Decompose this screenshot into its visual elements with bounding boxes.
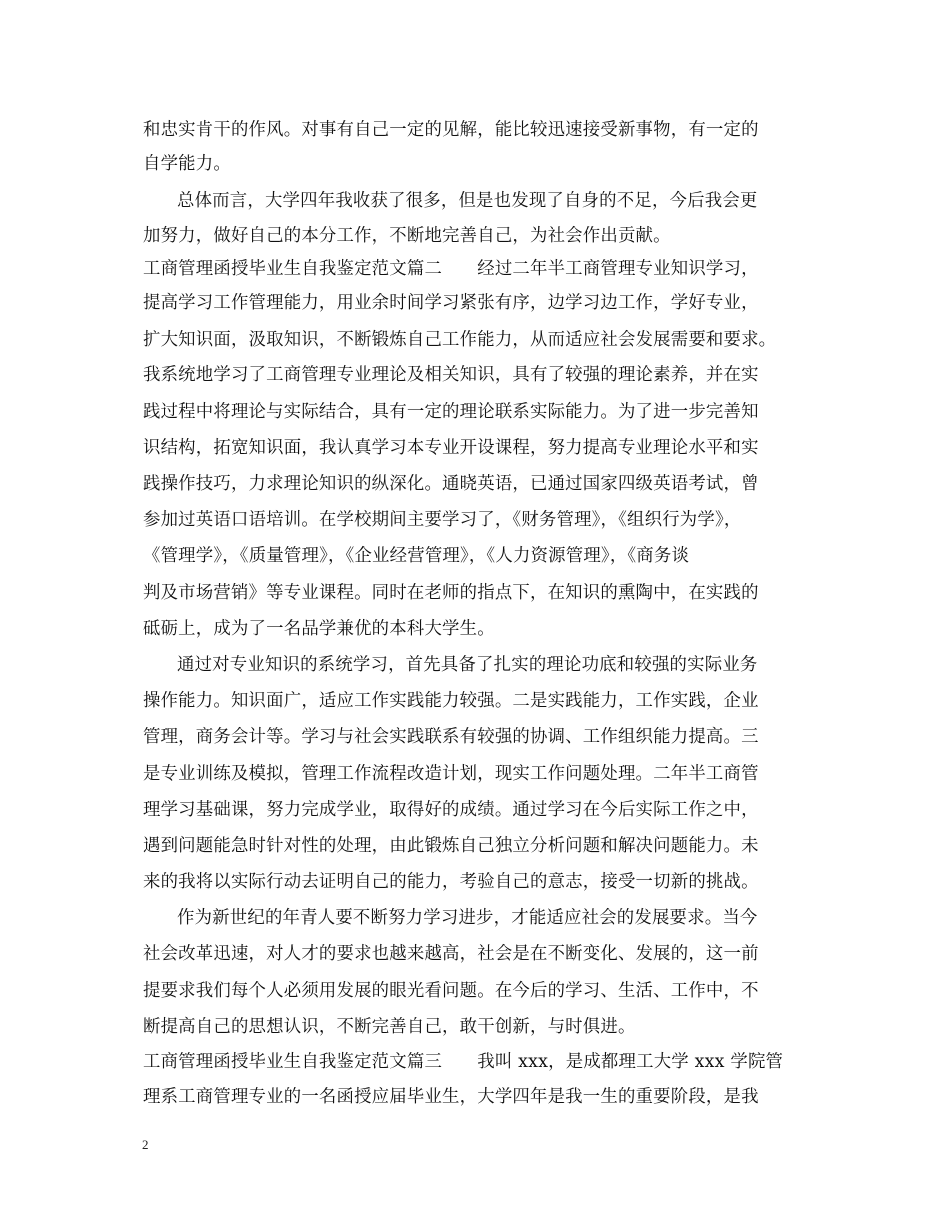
text-line: 提高学习工作管理能力，用业余时间学习紧张有序，边学习边工作，学好专业，	[143, 293, 759, 313]
text-line: 扩大知识面，汲取知识，不断锻炼自己工作能力，从而适应社会发展需要和要求。	[143, 330, 777, 350]
text-line: 是专业训练及模拟，管理工作流程改造计划，现实工作问题处理。二年半工商管	[143, 764, 759, 784]
text-line: 践操作技巧，力求理论知识的纵深化。通晓英语，已通过国家四级英语考试，曾	[143, 474, 759, 494]
text-line: 理系工商管理专业的一名函授应届毕业生，大学四年是我一生的重要阶段，是我	[143, 1087, 759, 1107]
page-number: 2	[142, 1137, 149, 1152]
text-line: 操作能力。知识面广，适应工作实践能力较强。二是实践能力，工作实践，企业	[143, 691, 759, 711]
text-line: 自学能力。	[143, 154, 231, 174]
paragraph-first-line: 总体而言，大学四年我收获了很多，但是也发现了自身的不足，今后我会更	[177, 191, 758, 211]
section-heading-line: 工商管理函授毕业生自我鉴定范文篇二 经过二年半工商管理专业知识学习，	[143, 259, 759, 279]
text-line: 践过程中将理论与实际结合，具有一定的理论联系实际能力。为了进一步完善知	[143, 402, 759, 422]
text-line: 砥砺上，成为了一名品学兼优的本科大学生。	[143, 619, 495, 639]
text-line: 加努力，做好自己的本分工作，不断地完善自己，为社会作出贡献。	[143, 226, 671, 246]
text-line: 断提高自己的思想认识，不断完善自己，敢干创新，与时俱进。	[143, 1017, 636, 1037]
section-heading-line: 工商管理函授毕业生自我鉴定范文篇三 我叫 xxx，是成都理工大学 xxx 学院管	[143, 1052, 784, 1072]
text-line: 和忠实肯干的作风。对事有自己一定的见解，能比较迅速接受新事物，有一定的	[143, 120, 759, 140]
paragraph-first-line: 通过对专业知识的系统学习，首先具备了扎实的理论功底和较强的实际业务	[177, 655, 758, 675]
text-line: 判及市场营销》等专业课程。同时在老师的指点下，在知识的熏陶中，在实践的	[143, 583, 759, 603]
text-line: 参加过英语口语培训。在学校期间主要学习了，《财务管理》，《组织行为学》，	[143, 510, 742, 530]
text-line: 《管理学》，《质量管理》，《企业经营管理》，《人力资源管理》，《商务谈	[143, 546, 690, 566]
text-line: 我系统地学习了工商管理专业理论及相关知识，具有了较强的理论素养，并在实	[143, 365, 759, 385]
text-line: 提要求我们每个人必须用发展的眼光看问题。在今后的学习、生活、工作中，不	[143, 981, 759, 1001]
text-line: 来的我将以实际行动去证明自己的能力，考验自己的意志，接受一切新的挑战。	[143, 872, 759, 892]
text-line: 识结构，拓宽知识面，我认真学习本专业开设课程，努力提高专业理论水平和实	[143, 438, 759, 458]
text-line: 社会改革迅速，对人才的要求也越来越高，社会是在不断变化、发展的，这一前	[143, 944, 759, 964]
text-line: 遇到问题能急时针对性的处理，由此锻炼自己独立分析问题和解决问题能力。未	[143, 836, 759, 856]
text-line: 管理，商务会计等。学习与社会实践联系有较强的协调、工作组织能力提高。三	[143, 727, 759, 747]
paragraph-first-line: 作为新世纪的年青人要不断努力学习进步，才能适应社会的发展要求。当今	[177, 908, 758, 928]
text-line: 理学习基础课，努力完成学业，取得好的成绩。通过学习在今后实际工作之中，	[143, 800, 759, 820]
